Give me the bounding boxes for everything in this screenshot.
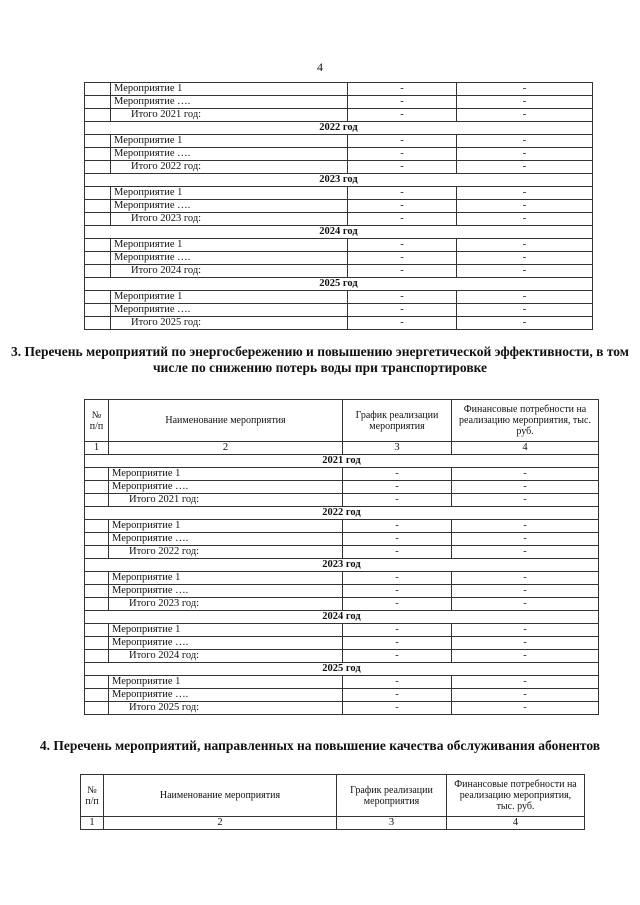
year-row: 2022 год [85,122,593,135]
table-row: Мероприятие …. - - [85,96,593,109]
col-num-header: № п/п [85,400,109,442]
section3-title: 3. Перечень мероприятий по энергосбережению и повышению энергетической эффективности, в том числе по снижению потерь воды при транспортировке [10,344,629,375]
total-row: Итого 2022 год: - - [85,546,599,559]
total-row: Итого 2023 год: - - [85,213,593,226]
column-numbers-row: 1 2 3 4 [85,442,599,455]
total-row: Итого 2022 год: - - [85,161,593,174]
table-row: Мероприятие 1 - - [85,624,599,637]
total-row: Итого 2025 год: - - [85,702,599,715]
year-row: 2024 год [85,611,599,624]
section4-title: 4. Перечень мероприятий, направленных на повышение качества обслуживания абонентов [39,738,601,753]
col-name-header: Наименование мероприятия [104,775,337,817]
table-row: Мероприятие …. - - [85,637,599,650]
section3-table [84,399,599,715]
table-row: Мероприятие 1 - - [85,676,599,689]
total-row: Итого 2021 год: - - [85,109,593,122]
table-row: Мероприятие …. - - [85,585,599,598]
total-row: Итого 2024 год: - - [85,265,593,278]
col-finance-header: Финансовые потребности на реализацию мероприятия, тыс. руб. [447,775,585,817]
total-row: Итого 2021 год: - - [85,494,599,507]
year-row: 2022 год [85,507,599,520]
col-name-header: Наименование мероприятия [109,400,343,442]
table-row: Мероприятие …. - - [85,481,599,494]
table-row: Мероприятие 1 - - [85,135,593,148]
year-row: 2024 год [85,226,593,239]
table-row: Мероприятие 1 - - [85,239,593,252]
col-schedule-header: График реализации мероприятия [343,400,452,442]
item-name: Мероприятие 1 [111,83,348,96]
col-schedule-header: График реализации мероприятия [337,775,447,817]
column-numbers-row: 1 2 3 4 [81,817,585,830]
year-row: 2023 год [85,174,593,187]
year-row: 2021 год [85,455,599,468]
year-row: 2025 год [85,278,593,291]
table-row: Мероприятие 1 - - [85,468,599,481]
page-number: 4 [317,60,323,74]
section4-table [80,774,585,830]
table-header [85,400,599,442]
table-header [81,775,585,817]
col-finance-header: Финансовые потребности на реализацию мероприятия, тыс. руб. [452,400,599,442]
table-row: Мероприятие …. - - [85,304,593,317]
total-row: Итого 2024 год: - - [85,650,599,663]
table-row: Мероприятие …. - - [85,689,599,702]
item-name: Мероприятие …. [111,96,348,109]
table-row: Мероприятие 1 - - [85,572,599,585]
table-row: Мероприятие …. - - [85,200,593,213]
table-row: Мероприятие …. - - [85,148,593,161]
table-row: Мероприятие …. - - [85,252,593,265]
table-row: Мероприятие 1 - - [85,291,593,304]
section2-table-continuation [84,82,593,330]
total-row: Итого 2025 год: - - [85,317,593,330]
total-row: Итого 2023 год: - - [85,598,599,611]
table-row: Мероприятие …. - - [85,533,599,546]
year-row: 2023 год [85,559,599,572]
year-row: 2025 год [85,663,599,676]
table-row: Мероприятие 1 - - [85,187,593,200]
col-num-header: № п/п [81,775,104,817]
table-row: Мероприятие 1 - - [85,520,599,533]
table-row: Мероприятие 1 - - [85,83,593,96]
